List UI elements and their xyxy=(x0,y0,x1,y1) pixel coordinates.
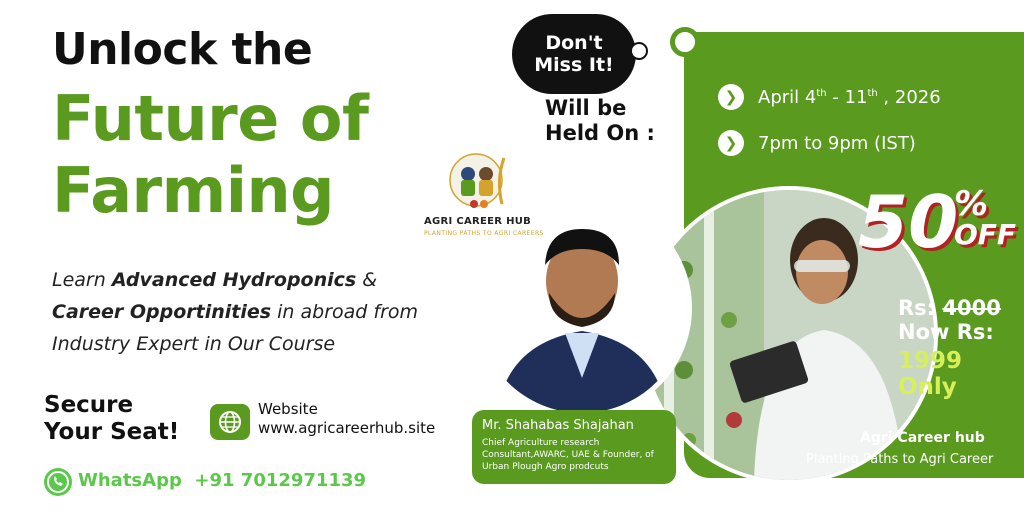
logo-name: AGRI CAREER HUB xyxy=(424,216,532,227)
headline-line-3: Farming xyxy=(52,154,335,227)
whatsapp-label: WhatsApp xyxy=(78,470,182,491)
expert-role: Chief Agriculture research Consultant,AWARC, UAE & Founder, of Urban Plough Agro prodcuts xyxy=(482,438,654,472)
expert-caption xyxy=(472,410,676,484)
brand-name: Agri Career hub xyxy=(860,430,985,446)
logo-tagline: PLANTING PATHS TO AGRI CAREERS xyxy=(424,230,544,237)
globe-icon[interactable] xyxy=(210,404,250,440)
brand-tagline: Planting Paths to Agri Career xyxy=(806,452,994,467)
headline-line-1: Unlock the xyxy=(52,24,313,75)
old-price: Rs: 4000 xyxy=(898,296,1001,320)
now-price-label: Now Rs: xyxy=(898,320,994,344)
website-label: Website xyxy=(258,400,318,418)
headline-line-2: Future of xyxy=(52,82,369,155)
website-url[interactable]: www.agricareerhub.site xyxy=(258,419,436,437)
decorative-dot xyxy=(670,27,700,57)
whatsapp-icon[interactable] xyxy=(44,468,72,496)
event-time: ❯ 7pm to 9pm (IST) xyxy=(718,130,916,156)
website-link[interactable] xyxy=(258,400,435,438)
secure-seat-text: Secure Your Seat! xyxy=(44,392,180,445)
badge-hook xyxy=(630,42,648,60)
dont-miss-badge: Don't Miss It! xyxy=(512,14,636,94)
chevron-right-icon: ❯ xyxy=(718,84,744,110)
held-on-text: Will be Held On : xyxy=(545,96,655,145)
expert-name: Mr. Shahabas Shajahan xyxy=(482,418,634,433)
whatsapp-contact[interactable] xyxy=(78,470,366,492)
new-price: 1999 Only xyxy=(898,348,963,400)
whatsapp-number[interactable]: +91 7012971139 xyxy=(194,470,367,491)
discount-badge: 50 % OFF xyxy=(858,180,1017,264)
course-description: Learn Advanced Hydroponics & Career Opportinities in abroad from Industry Expert in Our Course xyxy=(52,269,419,355)
event-date: ❯ April 4th - 11th , 2026 xyxy=(718,84,941,110)
chevron-right-icon: ❯ xyxy=(718,130,744,156)
agri-career-hub-logo xyxy=(444,152,516,214)
